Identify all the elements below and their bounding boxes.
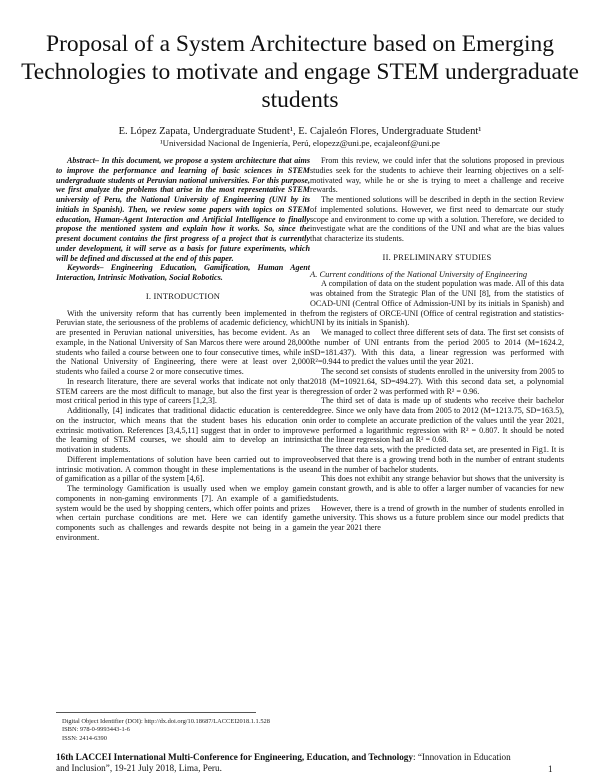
abstract: Abstract– In this document, we propose a system architecture that aims to improve the performance and learning of basic sciences in STEM undergraduate students at Peruvian national universities. For this purpose, we first analyze the problems that arise in the most representative STEM university of Peru, the National University of Engineering (UNI by its initials in Spanish). Then, we review some papers with topics on STEM education, Human-Agent Interaction and Artificial Intelligence to finally propose the mentioned system and explain how it works. So, since the present document contains the first progress of a project that is currently under development, it will serve as a basis for future experiments, which will be defined and discussed at the end of this paper. [56,156,310,263]
conference-footer [56,752,526,774]
doi-line: Digital Object Identifier (DOI): http://dx.doi.org/10.18687/LACCEI2018.1.1.528 [62,718,270,725]
subsection-heading: A. Current conditions of the National University of Engineering [310,268,528,279]
paragraph: The third set of data is made up of students who receive their bachelor degree. Since we only have data from 2005 to 2012 (M=1213.75, SD=163.5), in order to complete an accurate prediction of the values until the year 2021, we performed a logarithmic regression with R² = 0.807. It should be noted that the linear regression had an R² = 0.68. [310,396,564,445]
isbn-line: ISBN: 978-0-9993443-1-6 [62,726,130,734]
paragraph: The three data sets, with the predicted data set, are presented in Fig1. It is observed that there is a growing trend both in the number of entrant students and in the number of bachelor students. [310,445,564,474]
paper-title: Proposal of a System Architecture based on Emerging Technologies to motivate and engage STEM undergraduate students [21,31,579,113]
conference-details: : “Innovation in Education and Inclusion”, 19-21 July 2018, Lima, Peru. [56,752,511,773]
section-heading-preliminary-studies: II. PRELIMINARY STUDIES [382,251,492,262]
paragraph: A compilation of data on the student population was made. All of this data was obtained from the Strategic Plan of the UNI [8], from the statistics of OCAD-UNI (Central Office of Admission-UNI by its initials in Spanish) and from the registers of ORCE-UNI (Office of central registration and statistics-UNI by its initials in Spanish). [310,279,564,328]
issn-line: ISSN: 2414-6390 [62,734,107,742]
paragraph: From this review, we could infer that the solutions proposed in previous studies seek for the students to achieve their learning objectives on a self-motivated way, while he or she is trying to meet a challenge and receive rewards. [310,156,564,195]
paragraph: The second set consists of students enrolled in the university from 2005 to 2018 (M=10921.64, SD=494.27). With this second data set, a polynomial regression of order 2 was performed with R² = 0.96. [310,367,564,396]
keywords: Keywords– Engineering Education, Gamification, Human Agent Interaction, Intrinsic Motivation, Social Robotics. [56,263,310,282]
paragraph: The terminology Gamification is usually used when we employ game components in non-gaming environments [7]. An example of a gamified system would be the used by shopping centers, which offer points and prizes when certain purchase conditions are met. Here we can identify game components such as challenges and rewards despite not being in a game environment. [56,484,310,542]
right-column [310,156,564,533]
footnote-rule [56,712,256,713]
paragraph: However, there is a trend of growth in the number of students enrolled in the university. This shows us a future problem since our model predicts that in the year 2021 there [310,503,564,532]
paper-authors: E. López Zapata, Undergraduate Student¹, E. Cajaleón Flores, Undergraduate Student¹ [118,126,482,137]
left-column [56,156,310,543]
paper-affiliation: ¹Universidad Nacional de Ingeniería, Perú, elopezz@uni.pe, ecajaleonf@uni.pe [160,138,440,148]
paragraph: We managed to collect three different sets of data. The first set consists of the number of UNI entrants from the period 2005 to 2014 (M=1624.2, SD=181.437). With this data, a linear regression was performed with R²=0.944 to predict the values until the year 2021. [310,328,564,367]
paragraph: This does not exhibit any strange behavior but shows that the university is in constant growth, and is able to offer a larger number of vacancies for new students. [310,474,564,503]
footnotes [62,718,270,743]
paragraph: Different implementations of solution have been carried out to improve intrinsic motivation. A common thought in these implementations is the use of gamification as a pillar of the system [4,6]. [56,454,310,484]
conference-name: 16th LACCEI International Multi-Conference for Engineering, Education, and Technology [56,752,413,762]
page-number: 1 [548,764,553,774]
paragraph: In research literature, there are several works that indicate not only that STEM careers are the most difficult to manage, but also the first year is the most critical period in this type of careers [1,2,3]. [56,376,310,406]
paragraph: The mentioned solutions will be described in depth in the section Review of implemented solutions. However, we first need to demarcate our study scope and environment to come up with a solution. Therefore, we decided to investigate what are the conditions of the UNI and what are the bias values that characterize its students. [310,195,564,243]
paragraph: With the university reform that has currently been implemented in the Peruvian state, the seriousness of the problems of academic deficiency, which are presented in Peruvian national universities, has become evident. As an example, in the National University of San Marcos there were around 28,000 students who failed a course between one to four consecutive times, while in the National University of Engineering, there were at least over 2,000 students who failed a course 2 or more consecutive times. [56,308,310,376]
section-heading-introduction: I. INTRODUCTION [145,290,221,301]
paragraph: Additionally, [4] indicates that traditional didactic education is centered on the instructor, which means that the student bases his education on extrinsic motivation. References [3,4,5,11] suggest that in order to improve the learning of STEM courses, we should aim to develop an intrinsic motivation in students. [56,406,310,454]
